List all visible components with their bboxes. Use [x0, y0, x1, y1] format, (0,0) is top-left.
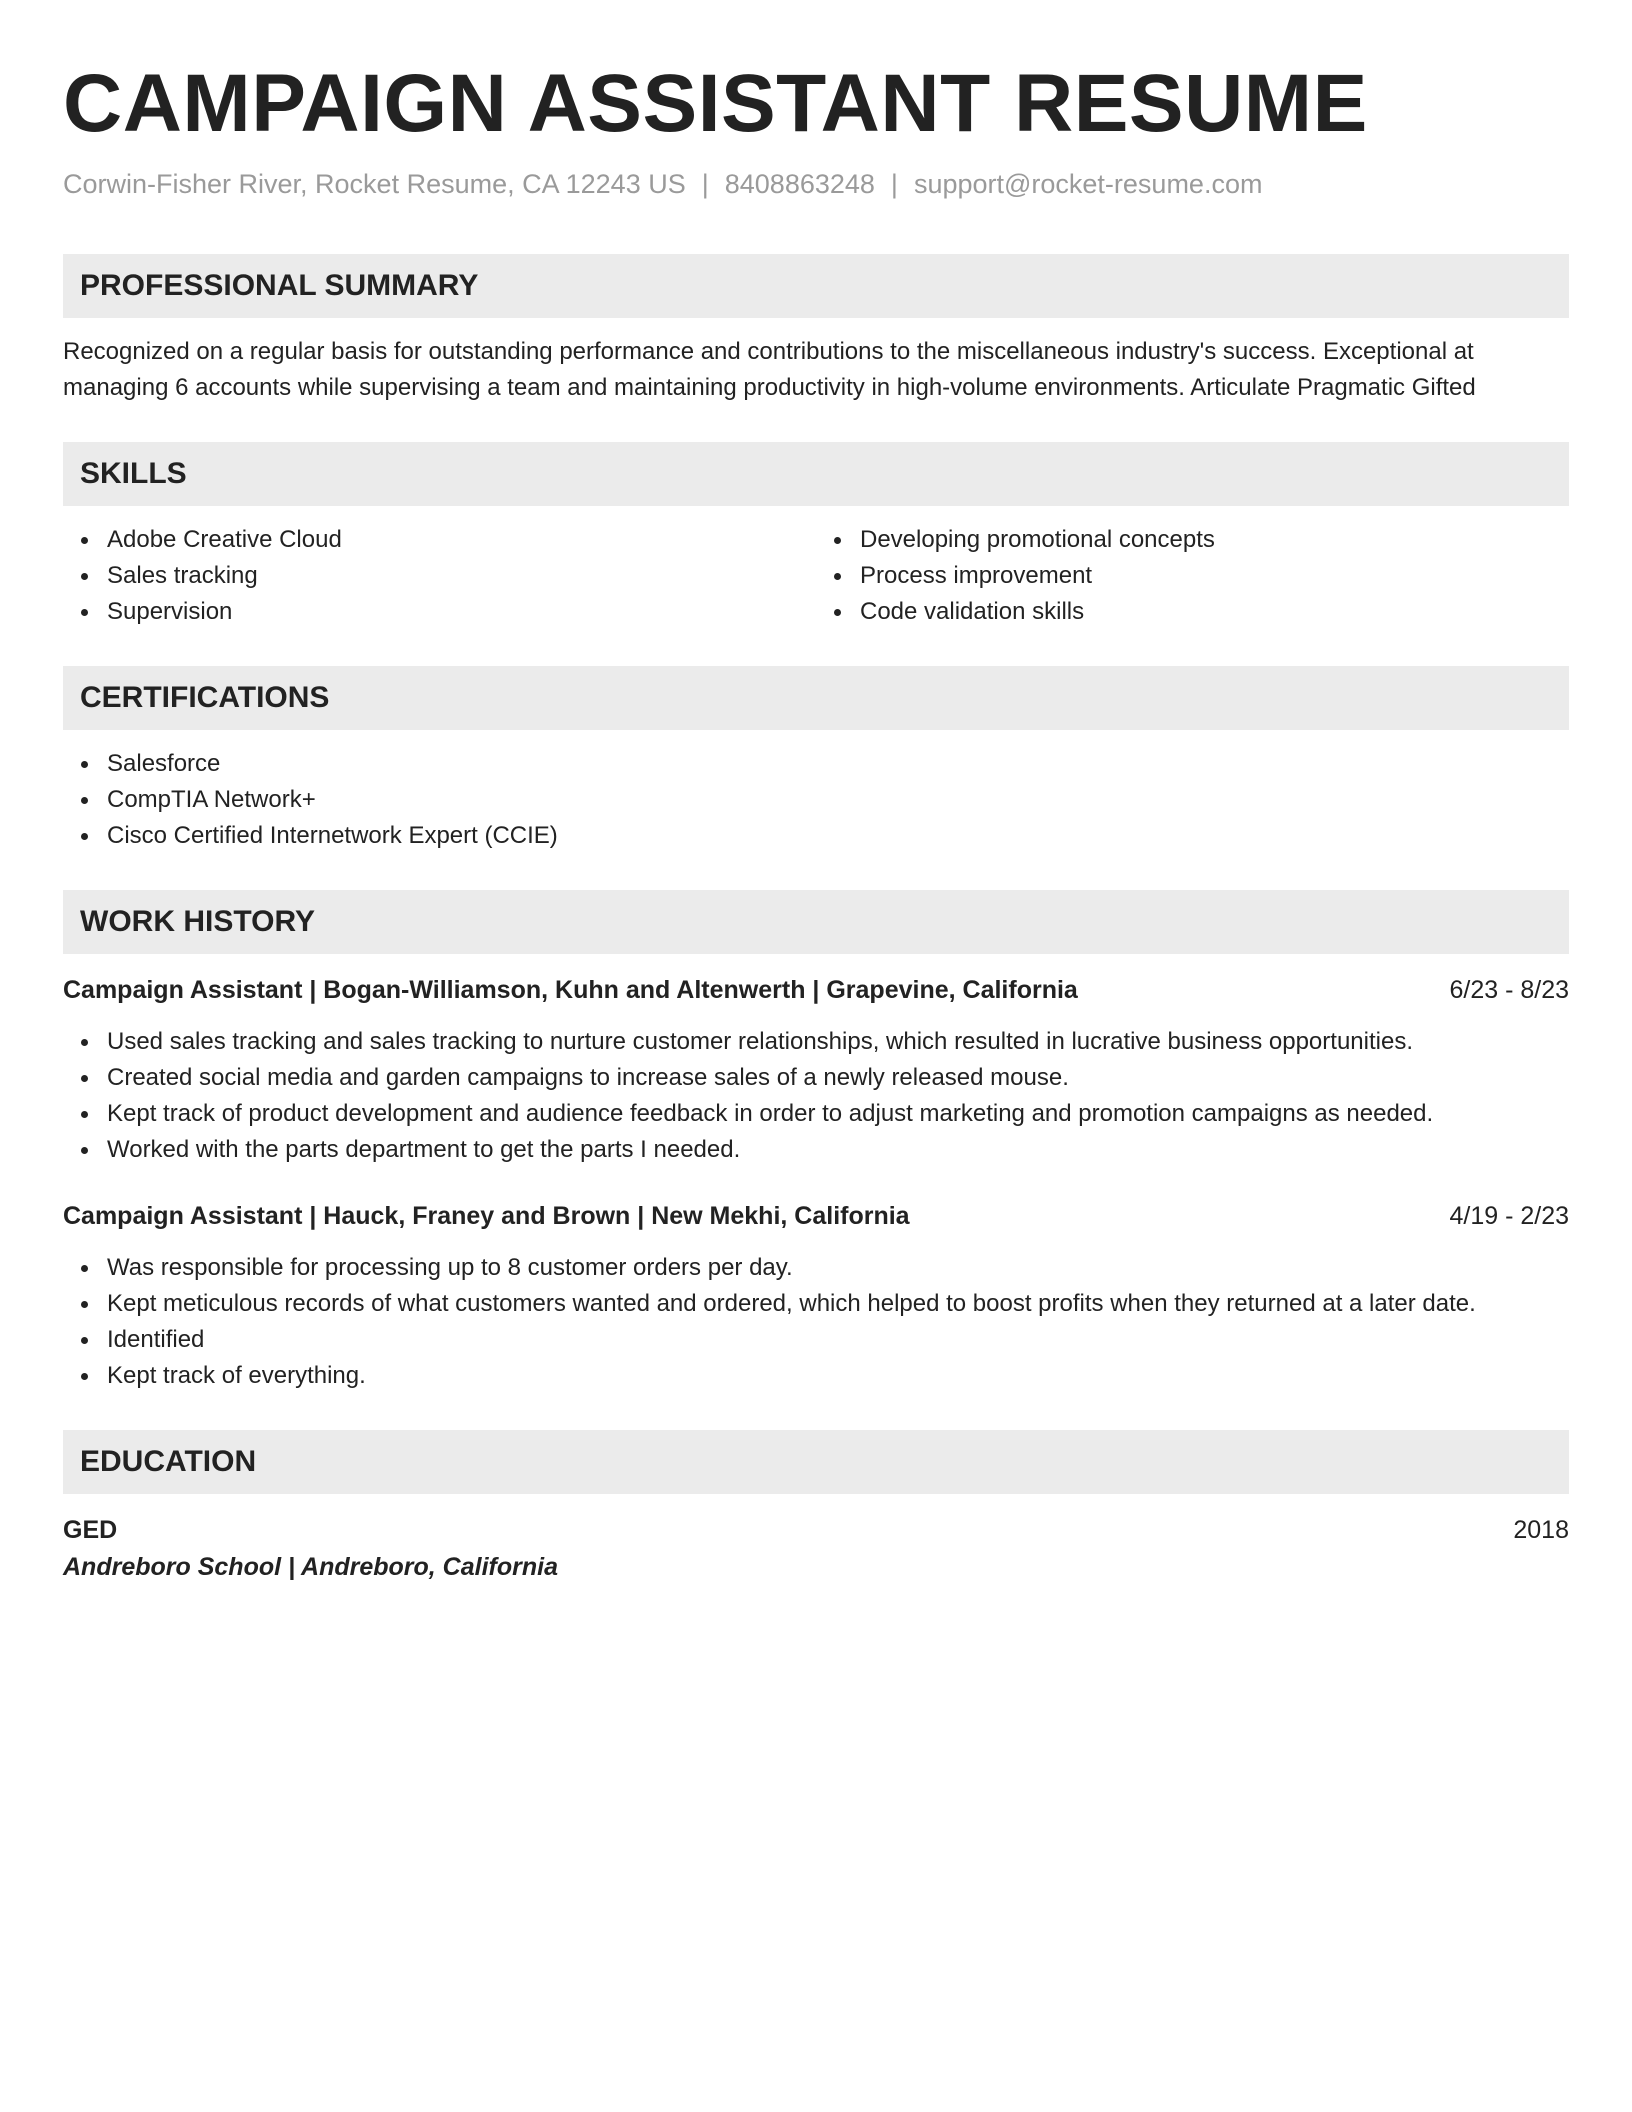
- section-heading-summary: PROFESSIONAL SUMMARY: [63, 254, 1569, 318]
- job-bullet: Created social media and garden campaigns to increase sales of a newly released mouse.: [107, 1060, 1569, 1096]
- certification-item: CompTIA Network+: [107, 782, 1569, 818]
- section-heading-skills: SKILLS: [63, 442, 1569, 506]
- job-bullet: Kept track of product development and audience feedback in order to adjust marketing and promotion campaigns as needed.: [107, 1096, 1569, 1132]
- contact-separator: |: [890, 169, 898, 199]
- job-title: Campaign Assistant | Hauck, Franey and Brown | New Mekhi, California: [63, 1202, 910, 1230]
- job-bullet: Used sales tracking and sales tracking to nurture customer relationships, which resulted in lucrative business opportunities.: [107, 1024, 1569, 1060]
- job-bullet: Was responsible for processing up to 8 customer orders per day.: [107, 1250, 1569, 1286]
- skill-item: Code validation skills: [860, 594, 1569, 630]
- contact-separator: |: [701, 169, 709, 199]
- job-bullet: Worked with the parts department to get the parts I needed.: [107, 1132, 1569, 1168]
- certification-item: Salesforce: [107, 746, 1569, 782]
- education-school: Andreboro School | Andreboro, California: [63, 1553, 558, 1581]
- job-dates: 6/23 - 8/23: [1449, 976, 1569, 1004]
- skills-column-right: [816, 522, 1569, 630]
- resume-title: CAMPAIGN ASSISTANT RESUME: [63, 58, 1368, 149]
- job-bullet: Identified: [107, 1322, 1569, 1358]
- skill-item: Sales tracking: [107, 558, 816, 594]
- certification-item: Cisco Certified Internetwork Expert (CCIE): [107, 818, 1569, 854]
- skill-item: Adobe Creative Cloud: [107, 522, 816, 558]
- job-bullets: [63, 1024, 1569, 1168]
- certifications-list: [63, 746, 1569, 854]
- skills-column-left: [63, 522, 816, 630]
- education-year: 2018: [1513, 1516, 1569, 1544]
- job-dates: 4/19 - 2/23: [1449, 1202, 1569, 1230]
- contact-email: support@rocket-resume.com: [913, 169, 1263, 199]
- contact-line: [63, 166, 1569, 202]
- skill-item: Developing promotional concepts: [860, 522, 1569, 558]
- section-heading-certifications: CERTIFICATIONS: [63, 666, 1569, 730]
- education-degree: GED: [63, 1516, 118, 1544]
- job-header: [63, 1198, 1569, 1234]
- job-title: Campaign Assistant | Bogan-Williamson, Kuhn and Altenwerth | Grapevine, California: [63, 976, 1078, 1004]
- contact-address: Corwin-Fisher River, Rocket Resume, CA 12243 US: [63, 169, 686, 199]
- education-header: [63, 1512, 1569, 1548]
- contact-phone: 8408863248: [724, 169, 875, 199]
- job-header: [63, 972, 1569, 1008]
- job-bullet: Kept meticulous records of what customers wanted and ordered, which helped to boost profits when they returned at a later date.: [107, 1286, 1569, 1322]
- section-heading-work-history: WORK HISTORY: [63, 890, 1569, 954]
- skills-list: [63, 506, 1569, 630]
- job-bullet: Kept track of everything.: [107, 1358, 1569, 1394]
- job-bullets: [63, 1250, 1569, 1394]
- summary-text: Recognized on a regular basis for outstanding performance and contributions to the miscellaneous industry's success. Exceptional at managing 6 accounts while supervising a team and maintaining productivity in high-volume environments. Articulate Pragmatic Gifted: [63, 338, 1476, 401]
- skill-item: Supervision: [107, 594, 816, 630]
- section-heading-education: EDUCATION: [63, 1430, 1569, 1494]
- skill-item: Process improvement: [860, 558, 1569, 594]
